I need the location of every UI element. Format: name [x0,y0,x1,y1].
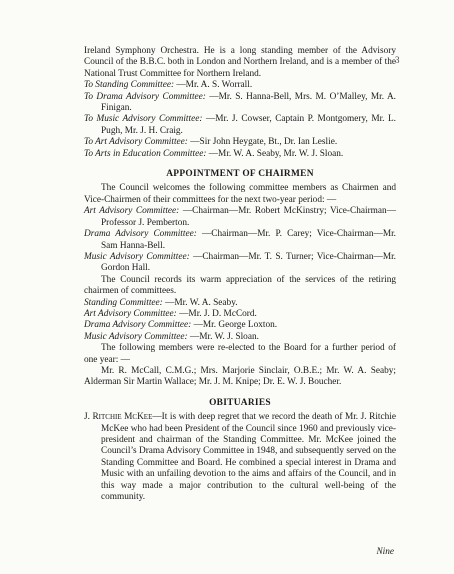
chairmen-drama: Drama Advisory Committee: —Chairman—Mr. P. Carey; Vice-Chairman—Mr. Sam Hanna-Bell. [84,229,397,251]
retiring-art: Art Advisory Committee: —Mr. J. D. McCord. [84,308,257,319]
page-number: Nine [376,547,394,557]
appointment-arts-education: To Arts in Education Committee: —Mr. W. A. Seaby, Mr. W. J. Sloan. [84,148,344,159]
appointment-music: To Music Advisory Committee: —Mr. J. Cowser, Captain P. Montgomery, Mr. L. Pugh, Mr. J. H. Craig. [84,114,396,136]
obituary-mckee: J. Ritchie McKee—It is with deep regret that we record the death of Mr. J. Ritchie McKee who had been President of the Council since 1960 and previously vice-president and chairman of the Standing Committee. Mr. McKee joined the Council’s Drama Advisory Committee in 1948, and subsequently served on the Standing Committee and Board. He combined a special interest in Drama and Music with an unfailing devotion to the aims and affairs of the Council, and in this way made a major contribution to the cultural well-being of the community. [84,412,396,503]
appointment-standing: To Standing Committee: —Mr. A. S. Worrall. [84,80,253,91]
appointment-drama: To Drama Advisory Committee: —Mr. S. Hanna-Bell, Mrs. M. O’Malley, Mr. A. Finigan. [84,91,397,114]
retiring-standing: Standing Committee: —Mr. W. A. Seaby. [84,297,238,308]
reelected-intro: The following members were re-elected to the Board for a further period of one year: — [84,343,396,365]
continuation-paragraph: Ireland Symphony Orchestra. He is a long standing member of the Advisory Council of the B.B.C. both in London and Northern Ireland, and is a member of the National Trust Committee for Northern Ireland. [84,46,396,79]
appreciation-paragraph: The Council records its warm appreciation of the services of the retiring chairmen of committees. [84,274,396,297]
appointment-art: To Art Advisory Committee: —Sir John Heygate, Bt., Dr. Ian Leslie. [84,137,338,148]
obituary-name: J. Ritchie McKee [84,412,153,423]
chairmen-music: Music Advisory Committee: —Chairman—Mr. T. S. Turner; Vice-Chairman—Mr. Gordon Hall. [84,251,396,274]
retiring-music: Music Advisory Committee: —Mr. W. J. Sloan. [84,331,259,342]
chairmen-heading: APPOINTMENT OF CHAIRMEN [166,169,314,180]
chairmen-art: Art Advisory Committee: —Chairman—Mr. Robert McKinstry; Vice-Chairman—Professor J. Pemberton. [84,206,396,228]
margin-mark: 3 [395,55,400,65]
reelected-list: Mr. R. McCall, C.M.G.; Mrs. Marjorie Sinclair, O.B.E.; Mr. W. A. Seaby; Alderman Sir Martin Wallace; Mr. J. M. Knipe; Dr. E. W. J. Boucher. [84,365,396,388]
body-text [84,46,396,503]
obituaries-heading: OBITUARIES [209,397,271,408]
retiring-drama: Drama Advisory Committee: —Mr. George Loxton. [84,320,278,331]
committee-appointments [84,80,396,160]
chairmen-intro: The Council welcomes the following committee members as Chairmen and Vice-Chairmen of their committees for the next two-year period: — [84,183,396,205]
